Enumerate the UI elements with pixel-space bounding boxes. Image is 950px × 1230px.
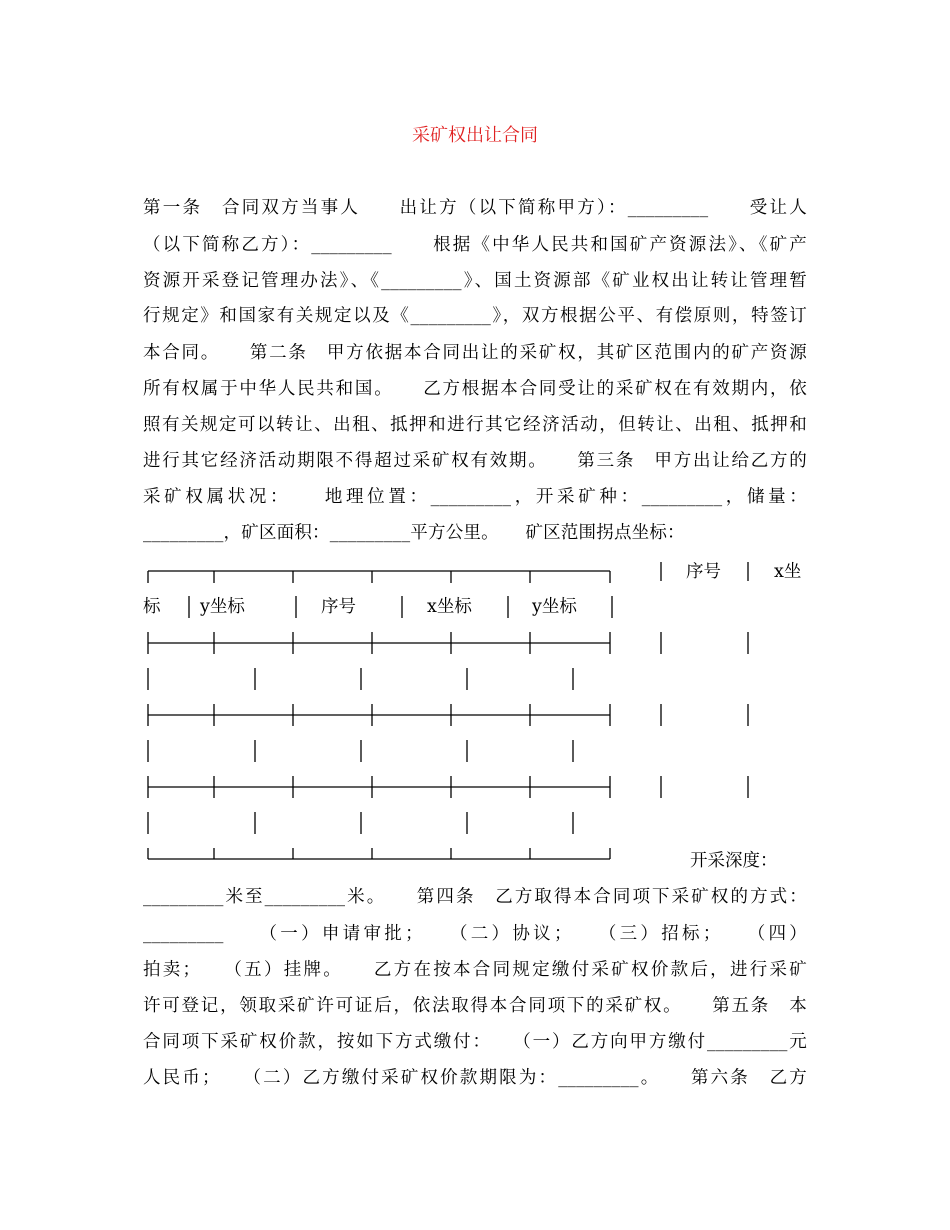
table-header-wrap: 标 xyxy=(143,597,161,617)
body-line: 照有关规定可以转让、出租、抵押和进行其它经济活动，但转让、出租、抵押和 xyxy=(143,415,807,435)
body-line: _________米至_________米。 第四条 乙方取得本合同项下采矿权的方式： xyxy=(143,887,807,907)
depth-label: 开采深度： xyxy=(690,851,778,871)
body-line: 人民币； （二）乙方缴付采矿权价款期限为：_________。 第六条 乙方 xyxy=(143,1068,807,1088)
body-line: 采矿权属状况： 地理位置：_________，开采矿种：_________，储量： xyxy=(143,487,807,507)
body-line: 所有权属于中华人民共和国。 乙方根据本合同受让的采矿权在有效期内，依 xyxy=(143,379,807,399)
body-line: 进行其它经济活动期限不得超过采矿权有效期。 第三条 甲方出让给乙方的 xyxy=(143,451,807,471)
body-line: 许可登记，领取采矿许可证后，依法取得本合同项下的采矿权。 第五条 本 xyxy=(143,996,807,1016)
table-header-x: x坐标 xyxy=(427,597,472,617)
table-header-y: y坐标 xyxy=(532,597,577,617)
body-line: 拍卖； （五）挂牌。 乙方在按本合同规定缴付采矿权价款后，进行采矿 xyxy=(143,960,807,980)
body-line: _________，矿区面积：_________平方公里。 矿区范围拐点坐标： xyxy=(143,523,685,543)
table-header-y: y坐标 xyxy=(200,597,245,617)
body-line: 资源开采登记管理办法》、《_________》、国土资源部《矿业权出让转让管理暂 xyxy=(143,271,807,291)
body-line: _________ （一）申请审批； （二）协议； （三）招标； （四） xyxy=(143,924,807,944)
table-header-seq: 序号 xyxy=(686,562,721,582)
body-line: 行规定》和国家有关规定以及《_________》，双方根据公平、有偿原则，特签订 xyxy=(143,306,807,326)
body-line: （以下简称乙方）：_________ 根据《中华人民共和国矿产资源法》、《矿产 xyxy=(143,235,807,255)
table-header-x: x坐 xyxy=(774,562,802,582)
body-line: 第一条 合同双方当事人 出让方（以下简称甲方）：_________ 受让人 xyxy=(143,198,807,218)
body-line: 本合同。 第二条 甲方依据本合同出让的采矿权，其矿区范围内的矿产资源 xyxy=(143,343,807,363)
table-header-seq: 序号 xyxy=(321,597,356,617)
document-title: 采矿权出让合同 xyxy=(412,125,538,146)
body-line: 合同项下采矿权价款，按如下方式缴付： （一）乙方向甲方缴付_________元 xyxy=(143,1032,807,1052)
